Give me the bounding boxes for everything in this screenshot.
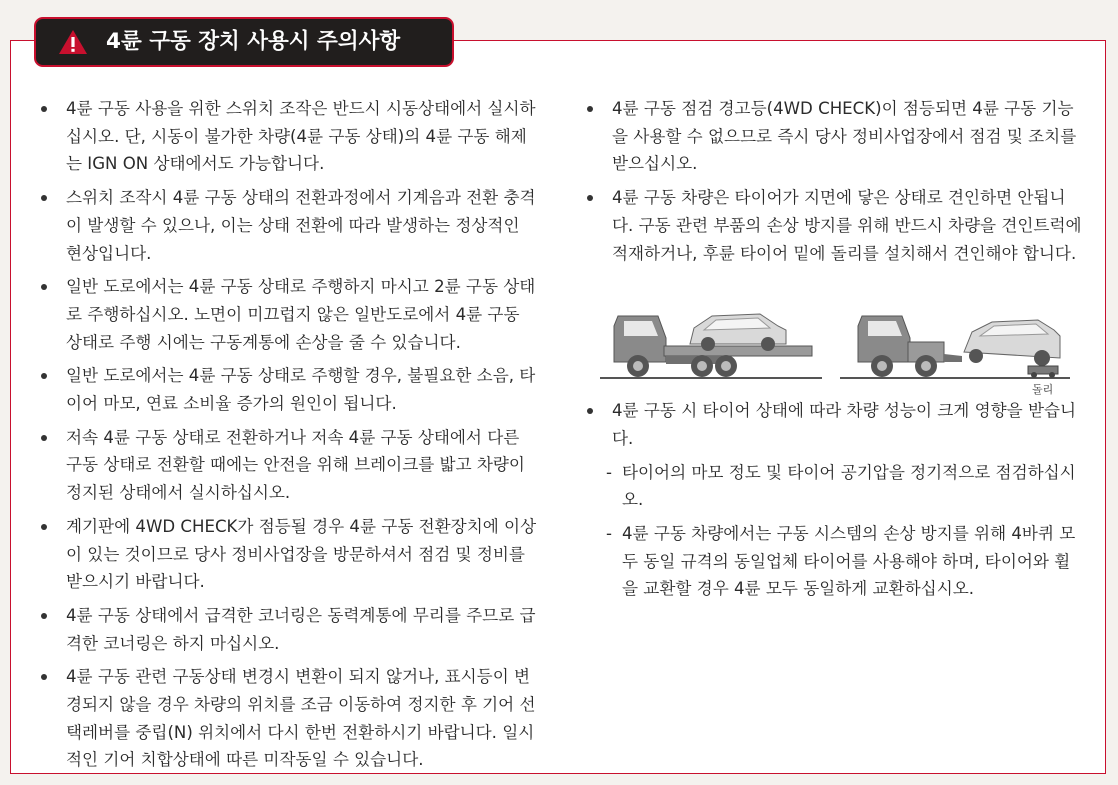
notice-header	[34, 17, 454, 67]
list-item: 4륜 구동 관련 구동상태 변경시 변환이 되지 않거나, 표시등이 변경되지 않을 경우 차량의 위치를 조금 이동하여 정지한 후 기어 선택레버를 중립(N) 위치에서 다시 한번 전환하시기 바랍니다. 일시적인 기어 치합상태에 따른 미작동일 수 있습니다.	[38, 663, 538, 774]
page-title: 4륜 구동 장치 사용시 주의사항	[106, 29, 401, 54]
list-item: 스위치 조작시 4륜 구동 상태의 전환과정에서 기계음과 전환 충격이 발생할 수 있으나, 이는 상태 전환에 따라 발생하는 정상적인 현상입니다.	[38, 184, 538, 267]
list-item: 4륜 구동 점검 경고등(4WD CHECK)이 점등되면 4륜 구동 기능을 사용할 수 없으므로 즉시 당사 정비사업장에서 점검 및 조치를 받으십시오.	[584, 95, 1082, 178]
sub-item-text: 타이어의 마모 정도 및 타이어 공기압을 정기적으로 점검하십시오.	[622, 462, 1076, 510]
list-item: 4륜 구동 시 타이어 상태에 따라 차량 성능이 크게 영향을 받습니다.	[584, 397, 1082, 452]
flatbed-truck-image	[600, 314, 822, 378]
dash-marker: -	[606, 462, 612, 482]
sub-list-item	[584, 459, 1082, 514]
list-item: 일반 도로에서는 4륜 구동 상태로 주행할 경우, 불필요한 소음, 타이어 마모, 연료 소비율 증가의 원인이 됩니다.	[38, 362, 538, 417]
sub-list-item	[584, 520, 1082, 603]
left-column	[38, 95, 538, 780]
list-item: 4륜 구동 차량은 타이어가 지면에 닿은 상태로 견인하면 안됩니다. 구동 관련 부품의 손상 방지를 위해 반드시 차량을 견인트럭에 적재하거나, 후륜 타이어 밑에 돌리를 설치해서 견인해야 합니다.	[584, 184, 1082, 267]
list-item: 4륜 구동 상태에서 급격한 코너링은 동력계통에 무리를 주므로 급격한 코너링은 하지 마십시오.	[38, 602, 538, 657]
list-item: 계기판에 4WD CHECK가 점등될 경우 4륜 구동 전환장치에 이상이 있는 것이므로 당사 정비사업장을 방문하셔서 점검 및 정비를 받으시기 바랍니다.	[38, 513, 538, 596]
list-item: 4륜 구동 사용을 위한 스위치 조작은 반드시 시동상태에서 실시하십시오. 단, 시동이 불가한 차량(4륜 구동 상태)의 4륜 구동 해제는 IGN ON 상태에서도 가능합니다.	[38, 95, 538, 178]
dash-marker: -	[606, 524, 612, 544]
sub-item-text: 4륜 구동 차량에서는 구동 시스템의 손상 방지를 위해 4바퀴 모두 동일 규격의 동일업체 타이어를 사용해야 하며, 타이어와 휠을 교환할 경우 4륜 모두 동일하게 교환하십시오.	[622, 524, 1076, 599]
list-item: 저속 4륜 구동 상태로 전환하거나 저속 4륜 구동 상태에서 다른 구동 상태로 전환할 때에는 안전을 위해 브레이크를 밟고 차량이 정지된 상태에서 실시하십시오.	[38, 424, 538, 507]
towing-illustration	[600, 296, 1080, 396]
warning-triangle-icon	[58, 29, 88, 55]
list-item: 일반 도로에서는 4륜 구동 상태로 주행하지 마시고 2륜 구동 상태로 주행하십시오. 노면이 미끄럽지 않은 일반도로에서 4륜 구동 상태로 주행 시에는 구동계통에 손상을 줄 수 있습니다.	[38, 273, 538, 356]
dolly-label: 돌리	[1032, 383, 1054, 396]
dolly-tow-image	[840, 316, 1070, 378]
